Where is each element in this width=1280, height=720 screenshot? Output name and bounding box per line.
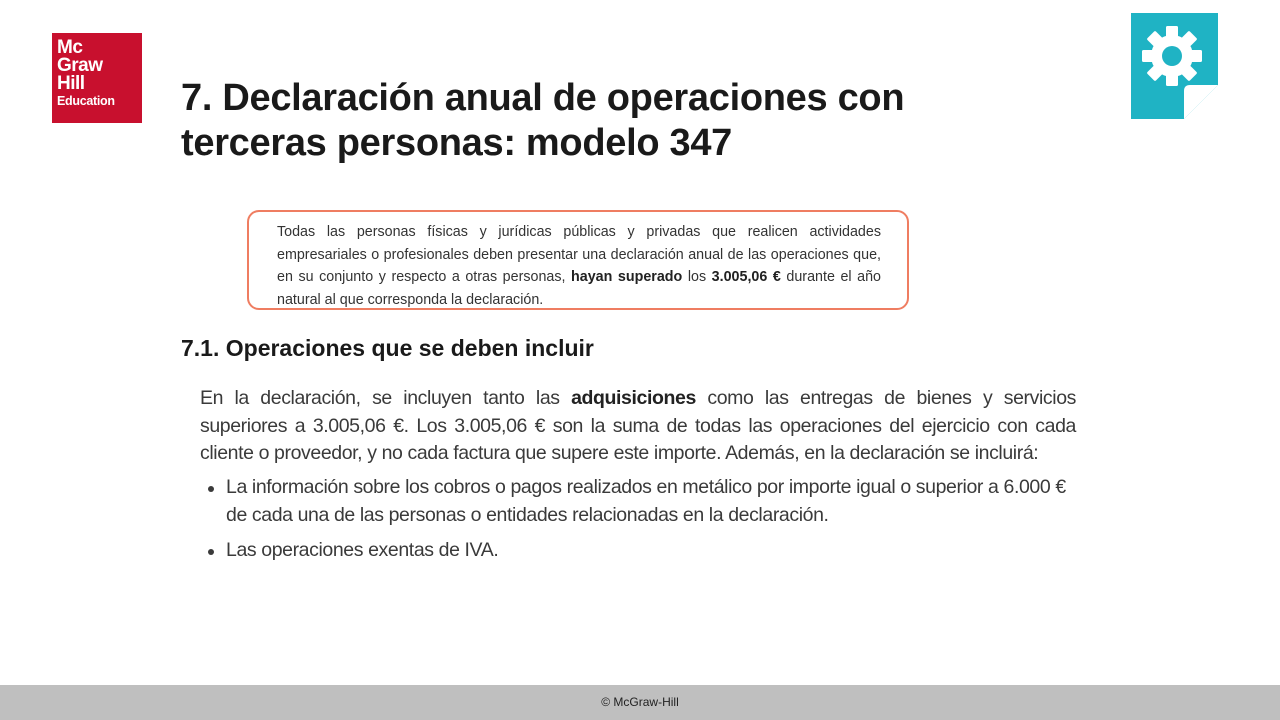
logo-line-1: Mc — [57, 37, 83, 58]
inclusion-list — [200, 474, 1076, 565]
list-item-text: Las operaciones exentas de IVA. — [226, 539, 499, 561]
bullet-icon — [208, 549, 214, 555]
logo-line-2: Graw — [57, 55, 103, 76]
body-paragraph — [200, 385, 1076, 468]
list-item — [200, 474, 1076, 529]
page-title — [181, 76, 1081, 166]
copyright-text: © McGraw-Hill — [601, 695, 679, 709]
callout-emphasis-amount: 3.005,06 € — [711, 269, 781, 285]
paragraph-emphasis: adquisiciones — [571, 387, 696, 409]
callout-text: Todas las personas físicas y jurídicas públicas y privadas que realicen actividades empresariales o profesionales deben presentar una declaración anual de las operaciones que, en su conjunto y respecto a otras personas, — [277, 224, 881, 285]
paragraph-text: como las entregas de bienes y servicios superiores a 3.005,06 €. Los 3.005,06 € son la suma de todas las operaciones del ejercicio con cada cliente o proveedor, y no cada factura que supere este importe. Además, en la declaración se incluirá: — [200, 387, 1076, 464]
paragraph-text: En la declaración, se incluyen tanto las — [200, 387, 572, 409]
footer-bar — [0, 685, 1280, 720]
title-line-1: 7. Declaración anual de operaciones con — [181, 77, 905, 119]
definition-callout — [247, 210, 909, 310]
list-item — [200, 537, 1076, 565]
document-gear-icon — [1131, 13, 1218, 119]
callout-text: los — [682, 269, 712, 285]
mcgraw-hill-education-logo — [52, 33, 142, 123]
bullet-icon — [208, 486, 214, 492]
list-item-text: La información sobre los cobros o pagos realizados en metálico por importe igual o superior a 6.000 € de cada una de las personas o entidades relacionadas en la declaración. — [226, 476, 1066, 526]
logo-line-3: Hill — [57, 73, 85, 94]
callout-emphasis-surpassed: hayan superado — [571, 269, 683, 285]
callout-text: durante el año natural al que corresponda la declaración. — [277, 269, 881, 308]
section-subtitle: 7.1. Operaciones que se deben incluir — [181, 335, 594, 361]
title-line-2: terceras personas: modelo 347 — [181, 122, 733, 164]
logo-line-4: Education — [57, 94, 115, 108]
